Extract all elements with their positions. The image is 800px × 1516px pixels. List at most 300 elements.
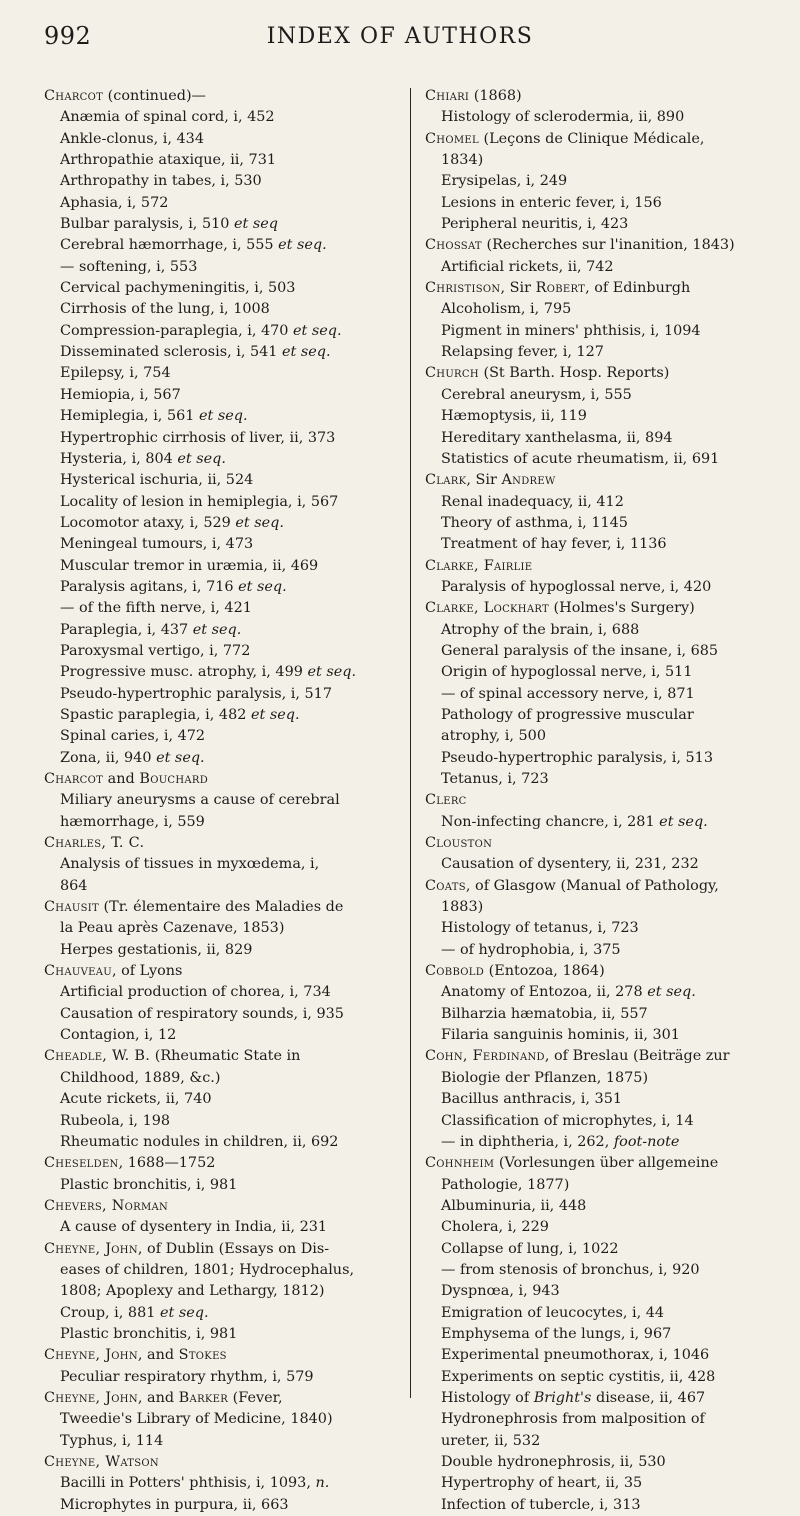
author-note: (Fever, [228,1389,283,1406]
index-entry [425,513,765,534]
author-name: Cobbold [425,963,485,980]
author-note: , of Breslau (Beiträge zur [544,1048,730,1065]
index-entry [44,1025,394,1046]
index-entry [425,406,765,427]
entry-text: Contagion, i, 12 [60,1027,177,1044]
index-entry [44,406,394,427]
entry-text: Atrophy of the brain, i, 688 [441,621,640,638]
entry-text: 1808; Apoplexy and Lethargy, 1812) [60,1283,325,1300]
author-name: Church [425,365,479,382]
entry-text: General paralysis of the insane, i, 685 [441,642,719,659]
index-entry [44,1303,394,1324]
entry-text: — of spinal accessory nerve, i, 871 [441,685,695,702]
author-name: Cheadle, W. B. [44,1048,151,1065]
entry-text: Paroxysmal vertigo, i, 772 [60,642,251,659]
index-entry [425,1388,765,1409]
author-name: Charcot [44,88,104,104]
index-entry [44,1132,394,1153]
entry-text: Causation of dysentery, ii, 231, 232 [441,856,699,873]
index-entry [44,513,394,534]
coauthor-name: Bouchard [139,771,209,787]
entry-text: Anæmia of spinal cord, i, 452 [60,109,275,126]
index-entry [425,1196,765,1217]
author-heading [44,1046,394,1067]
entry-text: Anatomy of Entozoa, ii, 278 [441,984,648,1001]
entry-text: Hemiplegia, i, 561 [60,408,199,425]
author-heading [425,961,765,982]
entry-text: Origin of hypoglossal nerve, i, 511 [441,664,693,681]
index-entry [44,620,394,641]
author-heading [425,129,765,150]
entry-italic: et seq. [192,621,242,638]
entry-text: Albuminuria, ii, 448 [441,1197,587,1214]
index-entry [425,918,765,939]
author-heading [425,556,765,577]
index-entry [425,1473,765,1494]
entry-text: Peculiar respiratory rhythm, i, 579 [60,1368,314,1385]
entry-text: Erysipelas, i, 249 [441,173,568,190]
entry-continuation [425,1431,765,1452]
index-entry [425,1217,765,1238]
entry-text: Bilharzia hæmatobia, ii, 557 [441,1005,648,1022]
entry-text: Bacillus anthracis, i, 351 [441,1091,623,1108]
author-heading [44,1452,394,1473]
entry-text: Rubeola, i, 198 [60,1112,171,1129]
entry-text: Cirrhosis of the lung, i, 1008 [60,301,270,318]
author-note: (1868) [469,88,522,104]
index-entry [425,449,765,470]
author-name: Cheyne, John [44,1240,138,1257]
entry-continuation [425,150,765,171]
index-entry [44,1111,394,1132]
entry-italic: et seq. [293,322,342,339]
entry-text: Bulbar paralysis, i, 510 [60,216,234,233]
coauthor-name: Andrew [501,472,556,489]
entry-text: Tetanus, i, 723 [441,771,549,787]
author-note: (Vorlesungen über allgemeine [494,1155,719,1172]
author-heading [425,790,765,811]
entry-text: atrophy, i, 500 [441,728,546,745]
entry-italic: et seq. [278,237,327,254]
author-note: (Holmes's Surgery) [548,600,695,617]
entry-text: Non-infecting chancre, i, 281 [441,813,660,830]
entry-text: Acute rickets, ii, 740 [60,1091,212,1108]
index-entry [44,278,394,299]
entry-text: Rheumatic nodules in children, ii, 692 [60,1133,339,1150]
entry-text: Plastic bronchitis, i, 981 [60,1325,238,1342]
entry-text: Histology of sclerodermia, ii, 890 [441,109,685,126]
index-entry [425,299,765,320]
author-name: Chevers, Norman [44,1197,169,1214]
entry-continuation [425,726,765,747]
entry-italic: et seq. [659,813,708,830]
author-heading [44,1196,394,1217]
entry-text: Dyspnœa, i, 943 [441,1283,560,1300]
author-name: Charles, T. C. [44,835,145,852]
index-entry [44,363,394,384]
page-header [40,18,760,58]
entry-text: Cervical pachymeningitis, i, 503 [60,280,296,297]
index-entry [44,107,394,128]
index-entry [44,1495,394,1516]
index-entry [425,1367,765,1388]
index-entry [44,705,394,726]
author-name: Chomel [425,130,479,147]
entry-text: Progressive musc. atrophy, i, 499 [60,664,308,681]
entry-text: Hemiopia, i, 567 [60,386,181,403]
index-entry [44,1004,394,1025]
index-entry [44,214,394,235]
entry-text: Locomotor ataxy, i, 529 [60,514,236,531]
entry-text: Renal inadequacy, ii, 412 [441,493,624,510]
entry-text: Histology of [441,1389,534,1406]
entry-text: la Peau après Cazenave, 1853) [60,920,285,937]
index-entry [44,1217,394,1238]
entry-text: A cause of dysentery in India, ii, 231 [60,1219,328,1236]
author-heading [44,86,394,107]
author-heading [425,363,765,384]
entry-text: Muscular tremor in uræmia, ii, 469 [60,557,319,574]
index-entry [425,1004,765,1025]
index-entry [425,620,765,641]
entry-text: disease, ii, 467 [591,1389,706,1406]
entry-italic: et seq. [238,578,287,595]
index-entry [425,214,765,235]
author-note: (Leçons de Clinique Médicale, [478,130,705,147]
author-heading [425,876,765,897]
index-entry [425,1281,765,1302]
index-entry [425,171,765,192]
coauthor-name: Stokes [178,1347,227,1364]
entry-text: Alcoholism, i, 795 [441,301,572,318]
entry-text: — of the fifth nerve, i, 421 [60,600,252,617]
entry-text: Locality of lesion in hemiplegia, i, 567 [60,493,339,510]
entry-continuation [44,1068,394,1089]
index-entry [44,1175,394,1196]
entry-text: Emphysema of the lungs, i, 967 [441,1325,672,1342]
index-entry [44,342,394,363]
entry-continuation [425,897,765,918]
index-entry [44,150,394,171]
author-heading [425,235,765,256]
entry-italic: et seq. [156,749,205,766]
entry-text: Pigment in miners' phthisis, i, 1094 [441,322,701,339]
entry-text: Epilepsy, i, 754 [60,365,171,382]
entry-continuation [44,918,394,939]
index-entry [44,257,394,278]
entry-text: Spinal caries, i, 472 [60,728,206,745]
index-entry [44,940,394,961]
entry-text: Cerebral hæmorrhage, i, 555 [60,237,279,254]
author-note: , Sir [500,280,536,297]
author-name: Cohnheim [425,1155,495,1172]
index-entry [425,684,765,705]
entry-continuation [44,1260,394,1281]
index-entry [44,854,394,875]
index-entry [425,193,765,214]
index-entry [425,1324,765,1345]
author-note: , and [137,1347,179,1364]
index-entry [425,1111,765,1132]
entry-text: Hysterical ischuria, ii, 524 [60,472,254,489]
entry-text: Paralysis agitans, i, 716 [60,578,239,595]
index-entry [44,299,394,320]
index-entry [425,1260,765,1281]
entry-italic: et seq. [235,514,284,531]
entry-text: 1883) [441,899,484,916]
index-entry [44,577,394,598]
index-column-right [425,86,765,1516]
entry-italic: et seq. [250,706,300,723]
author-heading [44,1388,394,1409]
author-name: Clerc [425,792,467,809]
author-name: Cheselden [44,1155,119,1172]
author-heading [425,1046,765,1067]
index-entry [44,1473,394,1494]
author-name: Clouston [425,835,493,852]
column-divider [410,88,411,1398]
entry-text: Artificial rickets, ii, 742 [441,258,614,275]
author-note: (Tr. élementaire des Maladies de [98,899,344,916]
entry-text: Hypertrophic cirrhosis of liver, ii, 373 [60,429,336,446]
index-entry [425,1089,765,1110]
entry-text: Statistics of acute rheumatism, ii, 691 [441,450,720,467]
index-entry [44,449,394,470]
entry-text: Experiments on septic cystitis, ii, 428 [441,1368,716,1385]
entry-continuation [425,1175,765,1196]
author-name: Chiari [425,88,470,104]
index-entry [425,1495,765,1516]
author-name: Clarke, Fairlie [425,557,533,574]
author-name: Clarke, Lockhart [425,600,549,617]
author-name: Cheyne, John [44,1389,138,1406]
entry-continuation [44,1281,394,1302]
index-entry [44,193,394,214]
index-entry [44,171,394,192]
author-name: Charcot [44,771,104,787]
author-heading [44,1345,394,1366]
index-entry [425,428,765,449]
entry-text: Hæmoptysis, ii, 119 [441,408,587,425]
entry-text: Treatment of hay fever, i, 1136 [441,536,667,553]
running-title: INDEX OF AUTHORS [266,24,534,49]
author-note: , of Edinburgh [585,280,691,297]
index-entry [44,235,394,256]
entry-text: Compression-paraplegia, i, 470 [60,322,294,339]
entry-text: Plastic bronchitis, i, 981 [60,1176,238,1193]
entry-italic: et seq. [307,664,357,681]
author-name: Cheyne, Watson [44,1454,159,1470]
index-entry [425,342,765,363]
entry-italic: et seq. [282,344,331,361]
entry-text: Experimental pneumothorax, i, 1046 [441,1347,710,1364]
author-note: , of Dublin (Essays on Dis- [137,1240,330,1257]
entry-continuation [44,1409,394,1430]
entry-continuation [44,876,394,897]
entry-text: Zona, ii, 940 [60,749,157,766]
index-entry [44,492,394,513]
author-heading [44,961,394,982]
author-note: , of Glasgow (Manual of Pathology, [465,877,719,894]
author-heading [425,278,765,299]
author-heading [44,1239,394,1260]
entry-text: Bacilli in Potters' phthisis, i, 1093, [60,1475,316,1492]
index-entry [425,1452,765,1473]
entry-text: Paralysis of hypoglossal nerve, i, 420 [441,578,712,595]
entry-text: Theory of asthma, i, 1145 [441,514,628,531]
entry-text: Analysis of tissues in myxœdema, i, [60,856,320,873]
entry-text: Microphytes in purpura, ii, 663 [60,1496,289,1513]
author-note: , Sir [466,472,502,489]
entry-text: — of hydrophobia, i, 375 [441,941,621,958]
entry-text: Biologie der Pflanzen, 1875) [441,1069,649,1086]
index-entry [44,321,394,342]
entry-text: Hysteria, i, 804 [60,450,178,467]
index-entry [44,129,394,150]
index-column-left [44,86,394,1516]
author-note: , and [137,1389,179,1406]
index-entry [425,321,765,342]
index-entry [425,748,765,769]
author-name: Chossat [425,237,482,254]
index-entry [425,1409,765,1430]
entry-text: Emigration of leucocytes, i, 44 [441,1304,665,1321]
index-entry [425,1345,765,1366]
author-heading [425,1153,765,1174]
author-heading [44,897,394,918]
index-entry [44,1367,394,1388]
author-note: (Recherches sur l'inanition, 1843) [481,237,735,254]
index-entry [425,385,765,406]
index-entry [425,1303,765,1324]
author-name: Chauveau [44,963,112,980]
index-entry [425,492,765,513]
author-note: and [103,771,140,787]
page-number: 992 [44,22,92,50]
entry-italic: et seq [234,216,278,233]
entry-text: Peripheral neuritis, i, 423 [441,216,629,233]
entry-text: Herpes gestationis, ii, 829 [60,941,253,958]
index-entry [44,726,394,747]
index-entry [425,705,765,726]
index-entry [425,1025,765,1046]
index-entry [44,534,394,555]
entry-text: Aphasia, i, 572 [60,194,169,211]
entry-text: — softening, i, 553 [60,258,198,275]
entry-text: Hereditary xanthelasma, ii, 894 [441,429,673,446]
author-heading [425,86,765,107]
index-entry [44,684,394,705]
author-name: Coats [425,877,466,894]
entry-text: Pathologie, 1877) [441,1176,570,1193]
index-entry [44,598,394,619]
entry-text: Meningeal tumours, i, 473 [60,536,254,553]
coauthor-name: Robert [535,280,586,297]
entry-text: Causation of respiratory sounds, i, 935 [60,1005,344,1022]
index-entry [44,1324,394,1345]
entry-text: Artificial production of chorea, i, 734 [60,984,331,1001]
index-entry [44,748,394,769]
index-entry [44,385,394,406]
entry-text: Tweedie's Library of Medicine, 1840) [60,1411,333,1428]
index-entry [44,556,394,577]
author-note: (St Barth. Hosp. Reports) [478,365,670,382]
index-entry [44,790,394,811]
index-entry [425,1239,765,1260]
entry-text: 864 [60,877,88,894]
entry-text: Hypertrophy of heart, ii, 35 [441,1475,643,1492]
entry-text: Paraplegia, i, 437 [60,621,193,638]
author-note: (continued)— [103,88,206,104]
index-entry [425,812,765,833]
author-heading [425,470,765,491]
index-entry [44,641,394,662]
index-entry [425,577,765,598]
index-entry [44,982,394,1003]
entry-text: ureter, ii, 532 [441,1432,541,1449]
author-note: , of Lyons [111,963,183,980]
entry-text: eases of children, 1801; Hydrocephalus, [60,1261,355,1278]
index-entry [44,662,394,683]
author-name: Cohn, Ferdinand [425,1048,545,1065]
entry-text: — in diphtheria, i, 262, [441,1133,614,1150]
entry-text: 1834) [441,152,484,169]
index-entry [44,1431,394,1452]
entry-text: Double hydronephrosis, ii, 530 [441,1454,666,1470]
entry-text: Ankle-clonus, i, 434 [60,130,204,147]
index-entry [44,428,394,449]
entry-continuation [44,812,394,833]
author-heading [44,1153,394,1174]
author-name: Clark [425,472,467,489]
index-entry [425,257,765,278]
entry-italic: et seq. [159,1304,209,1321]
index-entry [425,534,765,555]
entry-text: Miliary aneurysms a cause of cerebral [60,792,340,809]
entry-text: Disseminated sclerosis, i, 541 [60,344,283,361]
entry-italic: Bright's [533,1389,592,1406]
entry-text: Relapsing fever, i, 127 [441,344,604,361]
entry-text: Classification of microphytes, i, 14 [441,1112,694,1129]
author-name: Cheyne, John [44,1347,138,1364]
entry-text: Hydronephrosis from malposition of [441,1411,705,1428]
entry-text: Filaria sanguinis hominis, ii, 301 [441,1027,680,1044]
entry-text: Childhood, 1889, &c.) [60,1069,221,1086]
author-name: Chausit [44,899,99,916]
author-note: (Entozoa, 1864) [484,963,605,980]
entry-text: Pathology of progressive muscular [441,706,694,723]
entry-text: hæmorrhage, i, 559 [60,813,205,830]
entry-italic: et seq. [647,984,696,1001]
entry-text: Histology of tetanus, i, 723 [441,920,639,937]
entry-text: Pseudo-hypertrophic paralysis, i, 517 [60,685,332,702]
index-entry [425,641,765,662]
entry-text: Spastic paraplegia, i, 482 [60,706,251,723]
author-name: Christison [425,280,501,297]
entry-text: — from stenosis of bronchus, i, 920 [441,1261,700,1278]
index-entry [425,982,765,1003]
index-entry [425,854,765,875]
index-entry [425,769,765,790]
entry-text: Cerebral aneurysm, i, 555 [441,386,632,403]
index-entry [425,1132,765,1153]
entry-text: Arthropathie ataxique, ii, 731 [60,152,277,169]
entry-text: Arthropathy in tabes, i, 530 [60,173,262,190]
author-heading [44,833,394,854]
entry-text: Croup, i, 881 [60,1304,160,1321]
entry-text: Typhus, i, 114 [60,1432,164,1449]
entry-text: Pseudo-hypertrophic paralysis, i, 513 [441,749,713,766]
